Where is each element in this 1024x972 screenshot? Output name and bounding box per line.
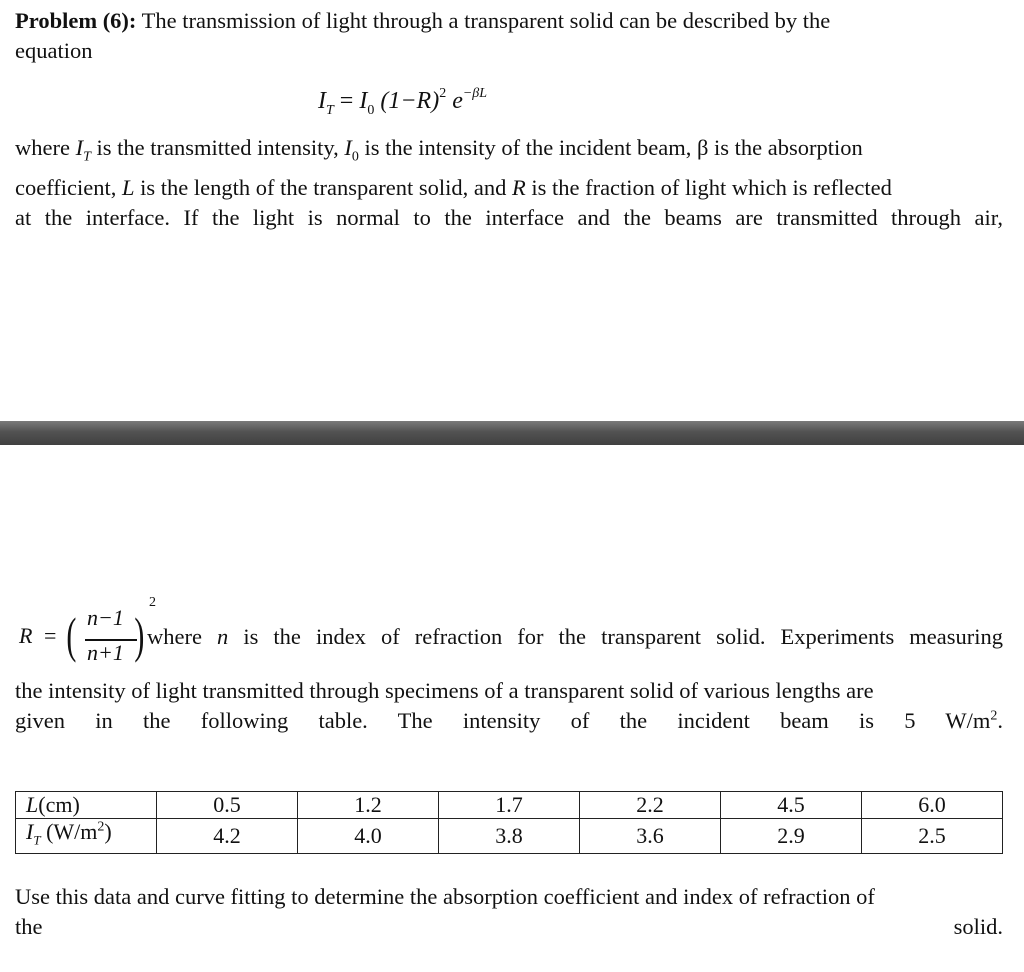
table-cell: 4.0 (298, 819, 439, 854)
table-cell: 6.0 (862, 792, 1003, 819)
table-cell: 0.5 (157, 792, 298, 819)
table-row (16, 792, 1003, 819)
table-cell: 4.5 (721, 792, 862, 819)
table-cell: 1.7 (439, 792, 580, 819)
problem-statement (15, 6, 1003, 96)
table-cell: 3.6 (580, 819, 721, 854)
fraction-denominator: n+1 (87, 640, 124, 665)
row-label-length: L(cm) (16, 792, 157, 819)
page-divider (0, 421, 1024, 445)
problem-intro: The transmission of light through a transparent solid can be described by the (141, 8, 831, 33)
table-cell: 3.8 (439, 819, 580, 854)
reflectance-formula: R = ( n−1 n+1 ) 2 (19, 595, 156, 665)
problem-label: Problem (6): (15, 8, 137, 33)
refraction-sentence: where n is the index of refraction for the transparent solid. Experiments measuring (147, 624, 1004, 649)
row-label-intensity: $I_T$ $(W/m^2)$ (16, 819, 157, 854)
transmission-equation: $I_T = I_0$ $(1-R)^2$ $e^{-\beta L}$ (318, 86, 488, 118)
definitions-paragraph: where $I_T$ is the transmitted intensity, $I_0$ is the intensity of the incident beam, β is the absorption coefficient, L is the length of the transparent solid, and R is the fraction of light which is reflected at the interface. If the light is normal to the interface and the beams are transmitted through air, (15, 135, 1003, 230)
fraction-numerator: n−1 (87, 605, 124, 630)
experiment-paragraph: the intensity of light transmitted through specimens of a transparent solid of various lengths are given in the following table. The intensity of the incident beam is 5 $W/m^2$. (15, 678, 1003, 733)
table-cell: 2.2 (580, 792, 721, 819)
table-cell: 2.5 (862, 819, 1003, 854)
data-table (15, 791, 1003, 854)
table-cell: 2.9 (721, 819, 862, 854)
closing-paragraph: Use this data and curve fitting to determine the absorption coefficient and index of refraction of the solid. (15, 884, 1003, 939)
table-cell: 1.2 (298, 792, 439, 819)
table-cell: 4.2 (157, 819, 298, 854)
table-row (16, 819, 1003, 854)
problem-intro-2: equation (15, 38, 93, 63)
